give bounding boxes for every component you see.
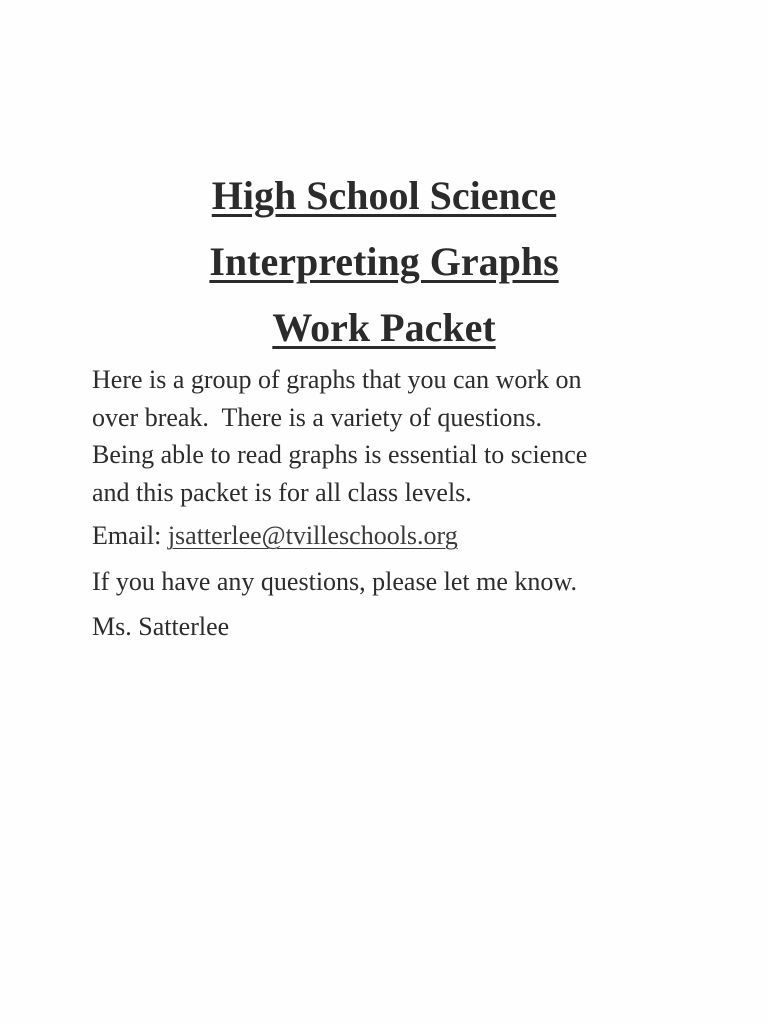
intro-line: Being able to read graphs is essential to science	[92, 440, 588, 469]
signature: Ms. Satterlee	[92, 612, 230, 641]
email-link[interactable]: jsatterlee@tvilleschools.org	[167, 521, 458, 550]
intro-line: over break. There is a variety of questions.	[92, 402, 543, 432]
title-line-1-text: High School Science	[211, 173, 557, 218]
title-line-1	[0, 163, 768, 229]
intro-paragraph	[92, 361, 732, 511]
email-label: Email:	[92, 521, 162, 550]
questions-line: If you have any questions, please let me know.	[92, 566, 577, 596]
intro-line: and this packet is for all class levels.	[92, 477, 472, 507]
title-line-2	[0, 229, 768, 295]
body-text	[92, 361, 732, 646]
email-line	[92, 517, 732, 555]
title-line-2-text: Interpreting Graphs	[209, 239, 559, 284]
title-line-3-text: Work Packet	[272, 305, 496, 350]
title-line-3	[0, 295, 768, 361]
title-block	[0, 163, 768, 361]
intro-line: Here is a group of graphs that you can work on	[92, 365, 582, 394]
